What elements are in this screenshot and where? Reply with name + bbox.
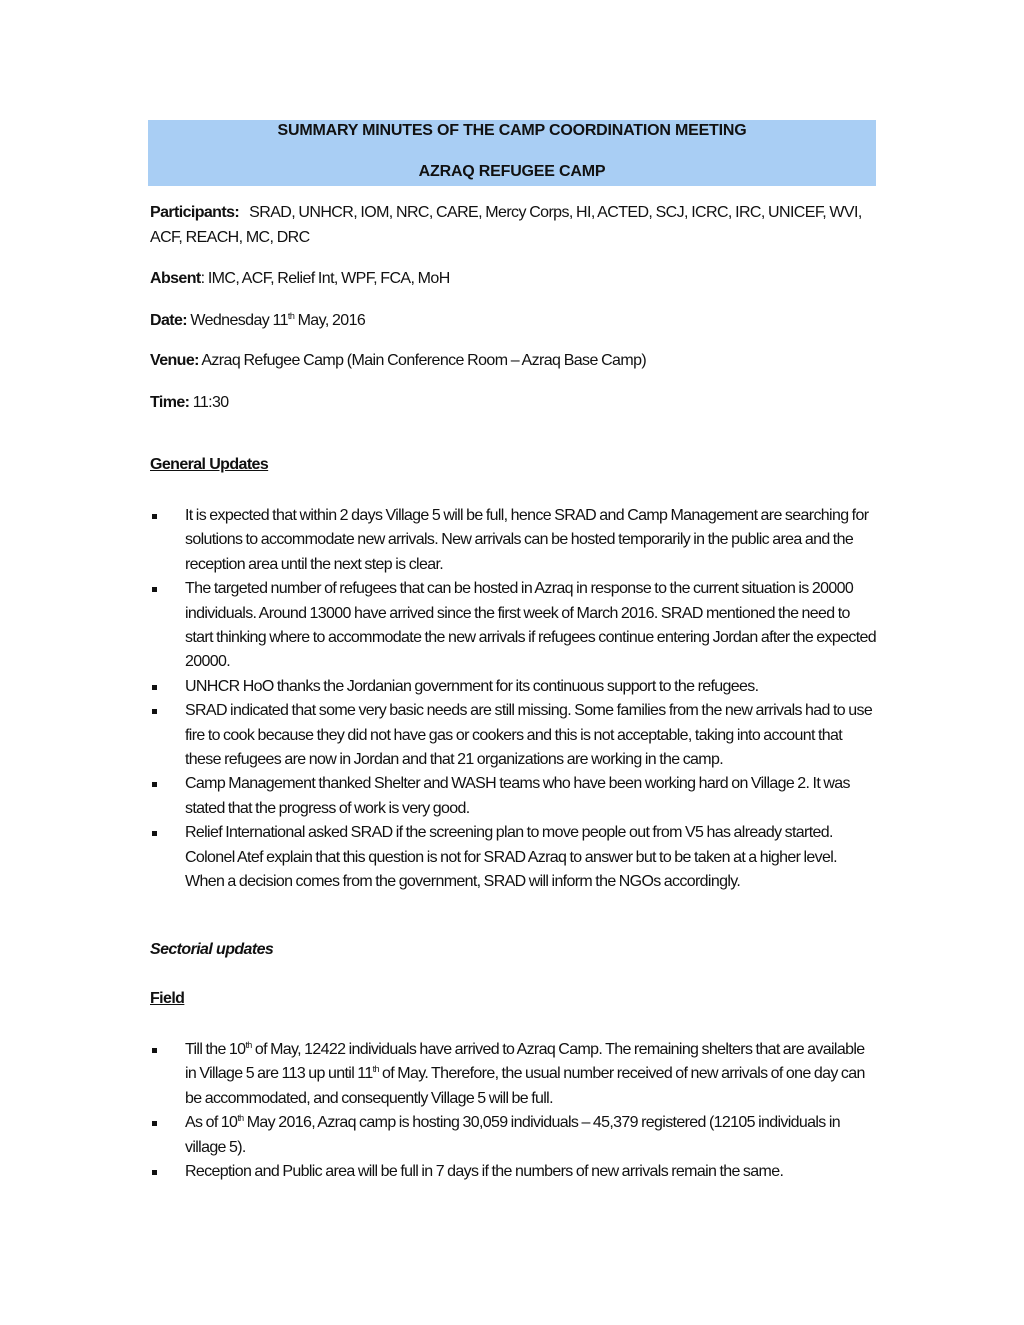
document-subtitle: AZRAQ REFUGEE CAMP [418, 163, 606, 180]
bullet-icon [152, 782, 157, 787]
venue-line [150, 348, 880, 373]
bullet-icon [152, 587, 157, 592]
field-heading: Field [150, 990, 185, 1007]
list-item: It is expected that within 2 days Village 5 will be full, hence SRAD and Camp Management are searching for solutions to accommodate new arrivals. New arrivals can be hosted temporarily in the public area and the reception area until the next step is clear. [150, 504, 878, 577]
bullet-icon [152, 1121, 157, 1126]
date-label: Date: [150, 312, 188, 329]
absent-label: Absent [150, 270, 201, 287]
bullet-icon [152, 1170, 157, 1175]
bullet-icon [152, 831, 157, 836]
general-updates-list [150, 504, 878, 895]
participants-value: SRAD, UNHCR, IOM, NRC, CARE, Mercy Corps, HI, ACTED, SCJ, ICRC, IRC, UNICEF, WVI, ACF, REACH, MC, DRC [150, 204, 862, 246]
absent-value: : IMC, ACF, Relief Int, WPF, FCA, MoH [200, 270, 450, 287]
bullet-icon [152, 709, 157, 714]
date-line [150, 308, 880, 333]
general-updates-heading: General Updates [150, 456, 269, 473]
bullet-icon [152, 514, 157, 519]
venue-value: Azraq Refugee Camp (Main Conference Room – Azraq Base Camp) [198, 352, 647, 369]
time-label: Time: [150, 394, 190, 411]
participants-label: Participants: [150, 204, 240, 221]
participants-line [150, 200, 880, 250]
list-item: As of 10th May 2016, Azraq camp is hosting 30,059 individuals – 45,379 registered (12105 individuals in village 5). [150, 1111, 878, 1160]
list-item: Relief International asked SRAD if the screening plan to move people out from V5 has already started. Colonel Atef explain that this question is not for SRAD Azraq to answer but to be taken at a higher level. When a decision comes from the government, SRAD will inform the NGOs accordingly. [150, 821, 878, 894]
sectorial-updates-heading: Sectorial updates [150, 941, 274, 958]
title-banner [148, 120, 876, 186]
list-item: Reception and Public area will be full in 7 days if the numbers of new arrivals remain the same. [150, 1160, 878, 1184]
list-item: The targeted number of refugees that can be hosted in Azraq in response to the current situation is 20000 individuals. Around 13000 have arrived since the first week of March 2016. SRAD mentioned the need to start thinking where to accommodate the new arrivals if refugees continue entering Jordan after the expected 20000. [150, 577, 878, 675]
venue-label: Venue: [150, 352, 199, 369]
time-value: 11:30 [189, 394, 229, 411]
absent-line [150, 266, 880, 291]
list-item: UNHCR HoO thanks the Jordanian government for its continuous support to the refugees. [150, 675, 878, 699]
document-title: SUMMARY MINUTES OF THE CAMP COORDINATION MEETING [277, 122, 747, 139]
list-item: Camp Management thanked Shelter and WASH teams who have been working hard on Village 2. It was stated that the progress of work is very good. [150, 772, 878, 821]
time-line [150, 390, 880, 415]
list-item: SRAD indicated that some very basic needs are still missing. Some families from the new arrivals had to use fire to cook because they did not have gas or cookers and this is not acceptable, taking into account that these refugees are now in Jordan and that 21 organizations are working in the camp. [150, 699, 878, 772]
field-list [150, 1038, 878, 1184]
list-item: Till the 10th of May, 12422 individuals have arrived to Azraq Camp. The remaining shelters that are available in Village 5 are 113 up until 11th of May. Therefore, the usual number received of new arrivals of one day can be accommodated, and consequently Village 5 will be full. [150, 1038, 878, 1111]
bullet-icon [152, 1048, 157, 1053]
bullet-icon [152, 685, 157, 690]
date-value: Wednesday 11th May, 2016 [187, 311, 366, 329]
